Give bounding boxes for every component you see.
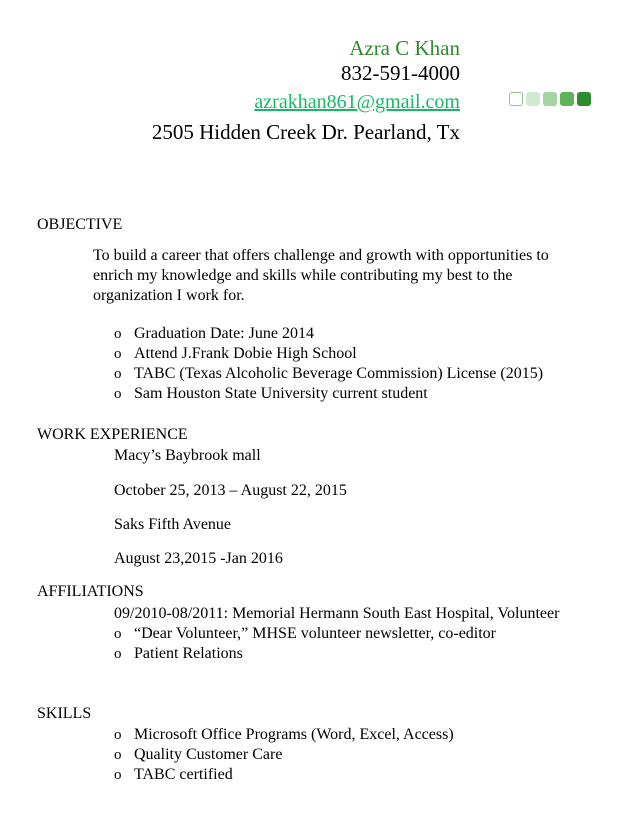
objective-text: To build a career that offers challenge and growth with opportunities to enrich my knowledge and skills while contributing my best to the organization I work for. (93, 247, 549, 304)
list-item-text: Patient Relations (134, 645, 243, 662)
list-item-text: Microsoft Office Programs (Word, Excel, Access) (134, 726, 454, 743)
bullet-icon: o (114, 346, 122, 362)
work-experience-heading: WORK EXPERIENCE (37, 426, 188, 443)
decor-square (560, 92, 574, 106)
list-item-text: Quality Customer Care (134, 746, 283, 763)
list-item (114, 624, 496, 644)
list-item (114, 364, 543, 384)
list-item (114, 384, 543, 404)
list-item-text: “Dear Volunteer,” MHSE volunteer newsletter, co-editor (134, 625, 497, 642)
list-item (114, 765, 454, 785)
affiliation-entry: 09/2010-08/2011: Memorial Hermann South East Hospital, Volunteer (114, 605, 560, 622)
bullet-icon: o (114, 386, 122, 402)
bullet-icon: o (114, 326, 122, 342)
bullet-icon: o (114, 767, 122, 783)
phone-number: 832-591-4000 (341, 61, 460, 85)
list-item (114, 644, 496, 664)
list-item (114, 324, 543, 344)
list-item-text: Attend J.Frank Dobie High School (134, 345, 357, 362)
resume-name: Azra C Khan (349, 36, 460, 60)
employer-name: Saks Fifth Avenue (114, 516, 232, 533)
employer-name: Macy’s Baybrook mall (114, 447, 261, 464)
list-item (114, 725, 454, 745)
address: 2505 Hidden Creek Dr. Pearland, Tx (151, 120, 460, 144)
affiliations-list (114, 624, 496, 664)
decor-square (577, 92, 591, 106)
skills-heading: SKILLS (37, 705, 92, 722)
objective-list (114, 324, 543, 404)
list-item-text: Sam Houston State University current student (134, 385, 428, 402)
list-item-text: TABC (Texas Alcoholic Beverage Commission) License (2015) (134, 365, 544, 382)
decor-square (509, 92, 523, 106)
objective-heading: OBJECTIVE (37, 216, 123, 233)
employment-dates: August 23,2015 -Jan 2016 (114, 550, 283, 567)
employment-dates: October 25, 2013 – August 22, 2015 (114, 482, 347, 499)
list-item-text: TABC certified (134, 766, 233, 783)
skills-list (114, 725, 454, 785)
bullet-icon: o (114, 747, 122, 763)
decor-square (526, 92, 540, 106)
bullet-icon: o (114, 366, 122, 382)
list-item (114, 344, 543, 364)
bullet-icon: o (114, 727, 122, 743)
affiliations-heading: AFFILIATIONS (37, 583, 144, 600)
list-item-text: Graduation Date: June 2014 (134, 325, 314, 342)
decor-square (543, 92, 557, 106)
decorative-squares (509, 92, 591, 106)
list-item (114, 745, 454, 765)
bullet-icon: o (114, 646, 122, 662)
email-link[interactable]: azrakhan861@gmail.com (254, 91, 460, 113)
bullet-icon: o (114, 626, 122, 642)
